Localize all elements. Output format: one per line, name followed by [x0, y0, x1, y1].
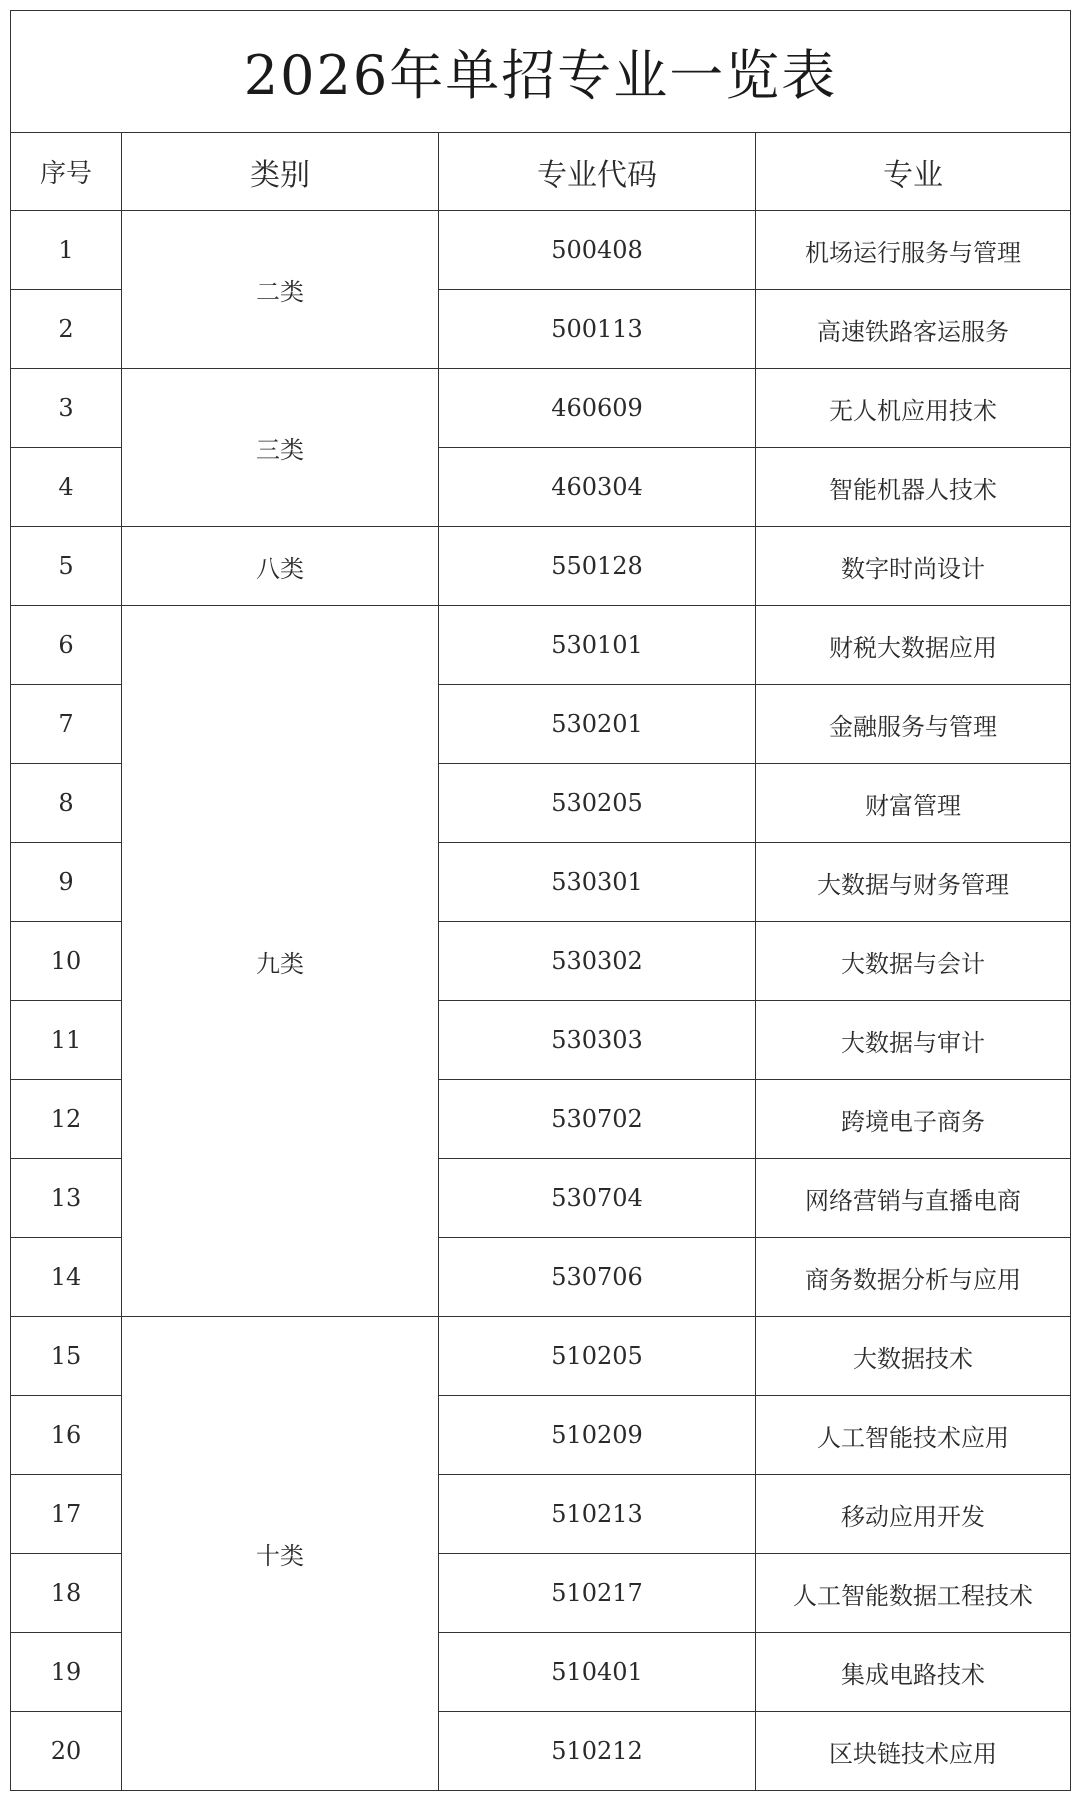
major-cell: 智能机器人技术 — [756, 448, 1071, 527]
table-row — [11, 369, 1071, 448]
code-cell: 510209 — [439, 1396, 756, 1475]
title-row — [11, 11, 1071, 133]
category-cell: 十类 — [122, 1317, 439, 1791]
seq-cell: 2 — [11, 290, 122, 369]
code-cell: 530205 — [439, 764, 756, 843]
major-cell: 网络营销与直播电商 — [756, 1159, 1071, 1238]
seq-cell: 8 — [11, 764, 122, 843]
seq-cell: 7 — [11, 685, 122, 764]
seq-cell: 3 — [11, 369, 122, 448]
major-cell: 大数据与审计 — [756, 1001, 1071, 1080]
code-cell: 530201 — [439, 685, 756, 764]
code-cell: 530301 — [439, 843, 756, 922]
code-cell: 550128 — [439, 527, 756, 606]
code-cell: 510217 — [439, 1554, 756, 1633]
code-cell: 510213 — [439, 1475, 756, 1554]
category-cell: 三类 — [122, 369, 439, 527]
category-cell: 二类 — [122, 211, 439, 369]
code-cell: 530704 — [439, 1159, 756, 1238]
code-cell: 530303 — [439, 1001, 756, 1080]
majors-table — [10, 10, 1071, 1791]
code-cell: 460304 — [439, 448, 756, 527]
category-cell: 九类 — [122, 606, 439, 1317]
code-cell: 530706 — [439, 1238, 756, 1317]
major-cell: 金融服务与管理 — [756, 685, 1071, 764]
majors-sheet — [10, 10, 1070, 1801]
seq-cell: 20 — [11, 1712, 122, 1791]
major-cell: 无人机应用技术 — [756, 369, 1071, 448]
major-cell: 移动应用开发 — [756, 1475, 1071, 1554]
seq-cell: 16 — [11, 1396, 122, 1475]
code-cell: 510401 — [439, 1633, 756, 1712]
major-cell: 财税大数据应用 — [756, 606, 1071, 685]
header-category: 类别 — [122, 133, 439, 211]
seq-cell: 11 — [11, 1001, 122, 1080]
code-cell: 530302 — [439, 922, 756, 1001]
major-cell: 跨境电子商务 — [756, 1080, 1071, 1159]
code-cell: 500113 — [439, 290, 756, 369]
page-title: 2026年单招专业一览表 — [11, 11, 1071, 133]
major-cell: 大数据与财务管理 — [756, 843, 1071, 922]
seq-cell: 14 — [11, 1238, 122, 1317]
code-cell: 510212 — [439, 1712, 756, 1791]
code-cell: 460609 — [439, 369, 756, 448]
seq-cell: 19 — [11, 1633, 122, 1712]
table-row — [11, 527, 1071, 606]
major-cell: 高速铁路客运服务 — [756, 290, 1071, 369]
major-cell: 大数据与会计 — [756, 922, 1071, 1001]
seq-cell: 4 — [11, 448, 122, 527]
header-major: 专业 — [756, 133, 1071, 211]
seq-cell: 5 — [11, 527, 122, 606]
seq-cell: 6 — [11, 606, 122, 685]
seq-cell: 1 — [11, 211, 122, 290]
seq-cell: 18 — [11, 1554, 122, 1633]
major-cell: 数字时尚设计 — [756, 527, 1071, 606]
seq-cell: 12 — [11, 1080, 122, 1159]
major-cell: 机场运行服务与管理 — [756, 211, 1071, 290]
table-row — [11, 606, 1071, 685]
major-cell: 集成电路技术 — [756, 1633, 1071, 1712]
major-cell: 财富管理 — [756, 764, 1071, 843]
major-cell: 商务数据分析与应用 — [756, 1238, 1071, 1317]
seq-cell: 13 — [11, 1159, 122, 1238]
seq-cell: 9 — [11, 843, 122, 922]
major-cell: 人工智能技术应用 — [756, 1396, 1071, 1475]
major-cell: 区块链技术应用 — [756, 1712, 1071, 1791]
header-code: 专业代码 — [439, 133, 756, 211]
header-seq: 序号 — [11, 133, 122, 211]
code-cell: 500408 — [439, 211, 756, 290]
seq-cell: 15 — [11, 1317, 122, 1396]
seq-cell: 17 — [11, 1475, 122, 1554]
major-cell: 大数据技术 — [756, 1317, 1071, 1396]
code-cell: 530101 — [439, 606, 756, 685]
code-cell: 530702 — [439, 1080, 756, 1159]
major-cell: 人工智能数据工程技术 — [756, 1554, 1071, 1633]
seq-cell: 10 — [11, 922, 122, 1001]
table-row — [11, 211, 1071, 290]
header-row — [11, 133, 1071, 211]
table-body — [11, 11, 1071, 1791]
category-cell: 八类 — [122, 527, 439, 606]
table-row — [11, 1317, 1071, 1396]
code-cell: 510205 — [439, 1317, 756, 1396]
